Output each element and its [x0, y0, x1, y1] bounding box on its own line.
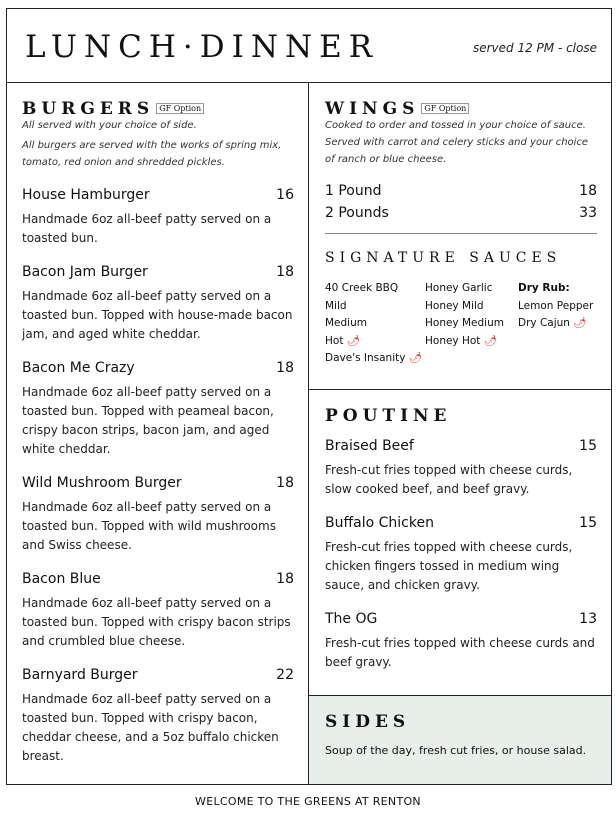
menu-item [22, 665, 294, 766]
item-price: 13 [579, 611, 597, 627]
sauce-name: 40 Creek BBQ [325, 282, 399, 294]
item-price: 18 [276, 264, 294, 280]
item-name: Buffalo Chicken [325, 515, 434, 531]
item-price: 18 [276, 571, 294, 587]
item-price: 15 [579, 515, 597, 531]
menu-item [325, 436, 597, 499]
item-description: Handmade 6oz all-beef patty served on a toasted bun. Topped with house-made bacon jam, and aged white cheddar. [22, 289, 293, 341]
sauce-item [425, 333, 518, 351]
section-note: Cooked to order and tossed in your choice of sauce. Served with carrot and celery sticks and your choice of ranch or blue cheese. [325, 120, 589, 165]
size-price: 18 [579, 183, 597, 199]
sauce-name: Dry Cajun [518, 317, 570, 329]
sauce-item [325, 315, 425, 333]
menu-header [7, 9, 611, 83]
item-price: 22 [276, 667, 294, 683]
menu-frame [6, 8, 612, 785]
item-description: Handmade 6oz all-beef patty served on a toasted bun. [22, 212, 272, 245]
wing-size-row [325, 180, 597, 202]
sauce-item [325, 350, 425, 368]
footer: WELCOME TO THE GREENS AT RENTON [195, 795, 421, 808]
sauce-name: Dave's Insanity [325, 352, 406, 364]
item-description: Handmade 6oz all-beef patty served on a toasted bun. Topped with peameal bacon, crispy bacon strips, bacon jam, and aged white cheddar. [22, 385, 274, 456]
section-note: All burgers are served with the works of spring mix, tomato, red onion and shredded pickles. [22, 140, 282, 168]
menu-item [22, 358, 294, 459]
sauce-name: Lemon Pepper [518, 299, 594, 312]
sauce-name: Hot [325, 334, 344, 347]
menu-item [325, 609, 597, 672]
item-name: Bacon Me Crazy [22, 360, 135, 376]
menu-item [325, 513, 597, 595]
size-price: 33 [579, 205, 597, 221]
sauce-item [518, 298, 593, 316]
sides-section [309, 696, 611, 784]
sauces-title: SIGNATURE SAUCES [325, 250, 562, 266]
sauce-item [425, 298, 518, 316]
sauce-name: Honey Hot [425, 334, 481, 347]
item-description: Handmade 6oz all-beef patty served on a toasted bun. Topped with crispy bacon strips and crumbled blue cheese. [22, 596, 291, 648]
gf-badge: GF Option [156, 103, 204, 114]
chili-pepper-icon: 🌶 [346, 334, 361, 347]
item-price: 16 [276, 187, 294, 203]
sides-text: Soup of the day, fresh cut fries, or house salad. [325, 744, 587, 757]
served-hours: served 12 PM - close [472, 41, 597, 55]
chili-pepper-icon: 🌶 [483, 334, 498, 347]
item-name: Bacon Jam Burger [22, 264, 148, 280]
sauce-item [325, 298, 425, 316]
sauce-item [518, 315, 593, 333]
menu-item [22, 473, 294, 555]
wing-size-row [325, 202, 597, 224]
item-name: The OG [325, 611, 378, 627]
sauce-list [325, 280, 597, 368]
item-price: 18 [276, 475, 294, 491]
section-note: All served with your choice of side. [22, 120, 197, 131]
sauce-item [425, 280, 518, 298]
chili-pepper-icon: 🌶 [408, 352, 423, 364]
size-label: 1 Pound [325, 183, 382, 199]
section-title: WINGS [325, 99, 420, 119]
wings-section [309, 83, 611, 390]
sauce-name: Medium [325, 317, 367, 329]
item-name: House Hamburger [22, 187, 150, 203]
menu-item [22, 185, 294, 248]
section-title: SIDES [325, 712, 411, 732]
item-description: Fresh-cut fries topped with cheese curds and beef gravy. [325, 636, 595, 669]
poutine-section [309, 390, 611, 696]
gf-badge: GF Option [421, 103, 469, 114]
item-description: Handmade 6oz all-beef patty served on a toasted bun. Topped with wild mushrooms and Swiss cheese. [22, 500, 276, 552]
dry-rub-label: Dry Rub: [518, 282, 570, 294]
burgers-section [7, 83, 309, 784]
sauce-name: Mild [325, 299, 347, 312]
item-description: Fresh-cut fries topped with cheese curds, slow cooked beef, and beef gravy. [325, 463, 573, 496]
section-title: BURGERS [22, 99, 155, 119]
item-name: Barnyard Burger [22, 667, 138, 683]
divider [325, 233, 597, 234]
sauce-name: Honey Mild [425, 299, 484, 312]
item-price: 18 [276, 360, 294, 376]
chili-pepper-icon: 🌶 [573, 317, 587, 329]
menu-item [22, 569, 294, 651]
size-label: 2 Pounds [325, 205, 389, 221]
menu-item [22, 262, 294, 344]
item-name: Wild Mushroom Burger [22, 475, 182, 491]
sauce-item [325, 280, 425, 298]
sauce-item [425, 315, 518, 333]
item-price: 15 [579, 438, 597, 454]
sauce-name: Honey Garlic [425, 282, 493, 294]
sauce-item [325, 333, 425, 351]
item-name: Braised Beef [325, 438, 414, 454]
page-title: LUNCH·DINNER [25, 29, 380, 65]
sauce-name: Honey Medium [425, 317, 504, 329]
item-description: Handmade 6oz all-beef patty served on a toasted bun. Topped with crispy bacon, cheddar cheese, and a 5oz buffalo chicken breast. [22, 692, 279, 763]
section-title: POUTINE [325, 406, 452, 426]
item-name: Bacon Blue [22, 571, 101, 587]
item-description: Fresh-cut fries topped with cheese curds, chicken fingers tossed in medium wing sauce, and chicken gravy. [325, 540, 573, 592]
